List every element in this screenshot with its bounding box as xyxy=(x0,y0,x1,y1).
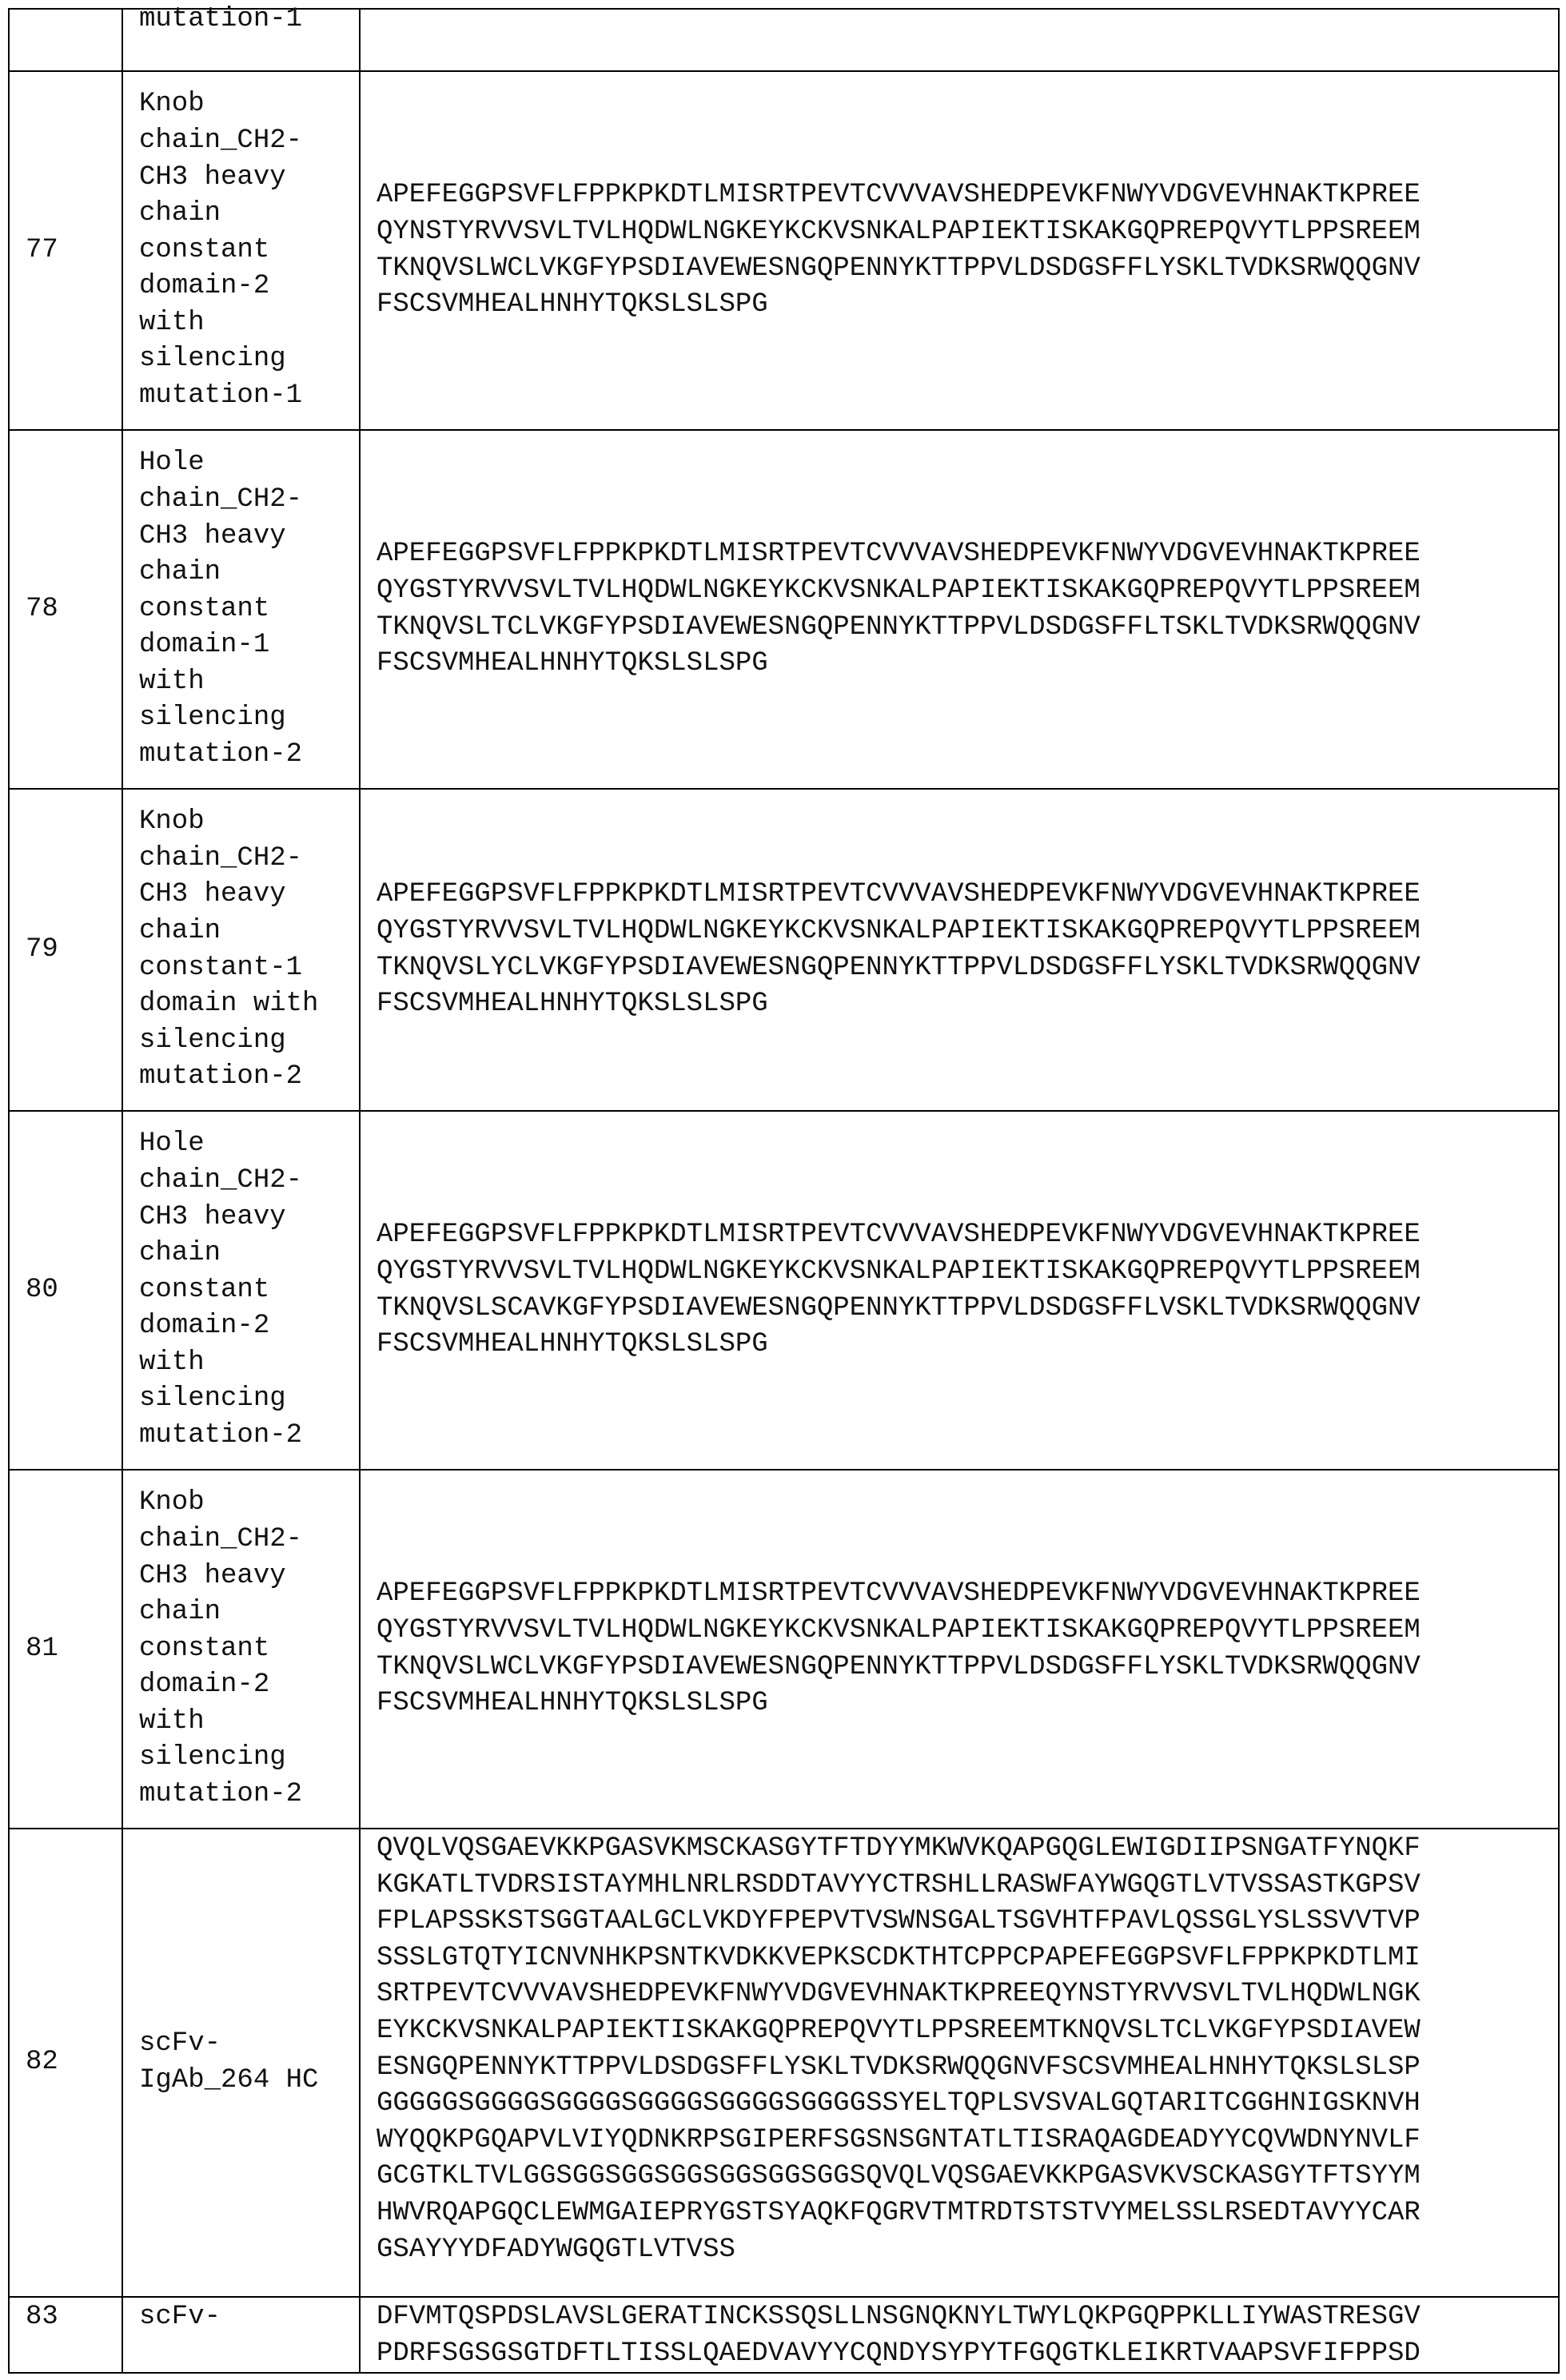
sequence-line: FSCSVMHEALHNHYTQKSLSLSPG xyxy=(377,1686,1550,1722)
description-line: CH3 heavy xyxy=(139,519,343,555)
sequence-line: APEFEGGPSVFLFPPKPKDTLMISRTPEVTCVVVAVSHEDPEVKFNWYVDGVEVHNAKTKPREE xyxy=(377,1576,1550,1613)
seq-id-cell: 80 xyxy=(9,1111,122,1470)
sequence-line: APEFEGGPSVFLFPPKPKDTLMISRTPEVTCVVVAVSHEDPEVKFNWYVDGVEVHNAKTKPREE xyxy=(377,536,1550,573)
description-line: Knob xyxy=(139,1485,343,1522)
sequence-line: ESNGQPENNYKTTPPVLDSDGSFFLYSKLTVDKSRWQQGNVFSCSVMHEALHNHYTQKSLSLSP xyxy=(377,2050,1550,2087)
description-line: domain-2 xyxy=(139,1667,343,1704)
sequence-line: APEFEGGPSVFLFPPKPKDTLMISRTPEVTCVVVAVSHEDPEVKFNWYVDGVEVHNAKTKPREE xyxy=(377,1217,1550,1254)
sequence-line: FPLAPSSKSTSGGTAALGCLVKDYFPEPVTVSWNSGALTSGVHTFPAVLQSSGLYSLSSVVTVP xyxy=(377,1904,1550,1940)
description-line: with xyxy=(139,664,343,701)
description-line: silencing xyxy=(139,1381,343,1418)
description-cell xyxy=(122,1470,360,1829)
description-line: silencing xyxy=(139,1023,343,1060)
sequence-cell xyxy=(360,1111,1559,1470)
sequence-cell xyxy=(360,2297,1559,2373)
description-line: chain_CH2- xyxy=(139,482,343,519)
table-row xyxy=(9,71,1559,430)
sequence-line: TKNQVSLTCLVKGFYPSDIAVEWESNGQPENNYKTTPPVLDSDGSFFLTSKLTVDKSRWQQGNV xyxy=(377,610,1550,647)
description-line: mutation-2 xyxy=(139,1059,343,1096)
description-line: chain_CH2- xyxy=(139,1163,343,1200)
description-line: chain xyxy=(139,913,343,950)
sequence-line: QYNSTYRVVSVLTVLHQDWLNGKEYKCKVSNKALPAPIEKTISKAKGQPREPQVYTLPPSREEM xyxy=(377,214,1550,251)
description-line: chain xyxy=(139,555,343,591)
sequence-line: EYKCKVSNKALPAPIEKTISKAKGQPREPQVYTLPPSREEMTKNQVSLTCLVKGFYPSDIAVEW xyxy=(377,2013,1550,2050)
sequence-line: TKNQVSLSCAVKGFYPSDIAVEWESNGQPENNYKTTPPVLDSDGSFFLVSKLTVDKSRWQQGNV xyxy=(377,1291,1550,1327)
description-line: chain_CH2- xyxy=(139,1522,343,1558)
seq-id-cell: 77 xyxy=(9,71,122,430)
sequence-cell xyxy=(360,1829,1559,2297)
seq-id-cell: 78 xyxy=(9,430,122,789)
description-line: chain xyxy=(139,1236,343,1272)
table-row xyxy=(9,789,1559,1111)
sequence-line: KGKATLTVDRSISTAYMHLNRLRSDDTAVYYCTRSHLLRASWFAYWGQGTLVTVSSASTKGPSV xyxy=(377,1868,1550,1904)
sequence-cell xyxy=(360,71,1559,430)
sequence-line: APEFEGGPSVFLFPPKPKDTLMISRTPEVTCVVVAVSHEDPEVKFNWYVDGVEVHNAKTKPREE xyxy=(377,877,1550,913)
description-line: silencing xyxy=(139,1740,343,1777)
sequence-line: SSSLGTQTYICNVNHKPSNTKVDKKVEPKSCDKTHTCPPCPAPEFEGGPSVFLFPPKPKDTLMI xyxy=(377,1940,1550,1977)
description-line: mutation-1 xyxy=(139,2,343,38)
sequence-line: QYGSTYRVVSVLTVLHQDWLNGKEYKCKVSNKALPAPIEKTISKAKGQPREPQVYTLPPSREEM xyxy=(377,1613,1550,1650)
description-line: domain with xyxy=(139,986,343,1023)
sequence-line: FSCSVMHEALHNHYTQKSLSLSPG xyxy=(377,287,1550,324)
table-row xyxy=(9,1470,1559,1829)
sequence-cell xyxy=(360,789,1559,1111)
sequence-line: FSCSVMHEALHNHYTQKSLSLSPG xyxy=(377,986,1550,1023)
description-line: chain_CH2- xyxy=(139,841,343,878)
description-line: CH3 heavy xyxy=(139,877,343,913)
sequence-line: GGGGGSGGGGSGGGGSGGGGSGGGGSGGGGSSYELTQPLSVSVALGQTARITCGGHNIGSKNVH xyxy=(377,2086,1550,2123)
sequence-line: GSAYYYDFADYWGQGTLVTVSS xyxy=(377,2232,1550,2269)
description-line: constant xyxy=(139,233,343,269)
seq-id-cell: 79 xyxy=(9,789,122,1111)
description-line: silencing xyxy=(139,341,343,378)
description-cell xyxy=(122,71,360,430)
description-cell xyxy=(122,2297,360,2373)
seq-id-cell xyxy=(9,9,122,71)
description-line: constant xyxy=(139,1272,343,1309)
description-cell xyxy=(122,789,360,1111)
description-line: Knob xyxy=(139,804,343,841)
sequence-line: DFVMTQSPDSLAVSLGERATINCKSSQSLLNSGNQKNYLTWYLQKPGQPPKLLIYWASTRESGV xyxy=(377,2299,1550,2336)
description-line: mutation-2 xyxy=(139,1418,343,1455)
description-line: chain xyxy=(139,1594,343,1631)
sequence-cell xyxy=(360,9,1559,71)
sequence-line: QYGSTYRVVSVLTVLHQDWLNGKEYKCKVSNKALPAPIEKTISKAKGQPREPQVYTLPPSREEM xyxy=(377,913,1550,950)
description-line: with xyxy=(139,1704,343,1741)
description-line: constant xyxy=(139,1631,343,1668)
description-cell xyxy=(122,430,360,789)
description-line: Hole xyxy=(139,445,343,482)
sequence-line: TKNQVSLWCLVKGFYPSDIAVEWESNGQPENNYKTTPPVLDSDGSFFLYSKLTVDKSRWQQGNV xyxy=(377,251,1550,288)
sequence-cell xyxy=(360,1470,1559,1829)
seq-id-cell: 82 xyxy=(9,1829,122,2297)
description-line: chain_CH2- xyxy=(139,123,343,160)
sequence-line: FSCSVMHEALHNHYTQKSLSLSPG xyxy=(377,1327,1550,1363)
description-line: silencing xyxy=(139,700,343,737)
sequence-line: GCGTKLTVLGGSGGSGGSGGSGGSGGSGGSQVQLVQSGAEVKKPGASVKVSCKASGYTFTSYYM xyxy=(377,2159,1550,2195)
sequence-cell xyxy=(360,430,1559,789)
description-line: CH3 heavy xyxy=(139,1200,343,1236)
table-row xyxy=(9,1829,1559,2297)
table-row xyxy=(9,430,1559,789)
description-cell xyxy=(122,9,360,71)
description-cell xyxy=(122,1829,360,2297)
sequence-line: WYQQKPGQAPVLVIYQDNKRPSGIPERFSGSNSGNTATLTISRAQAGDEADYYCQVWDNYNVLF xyxy=(377,2123,1550,2159)
description-cell xyxy=(122,1111,360,1470)
sequence-line: TKNQVSLWCLVKGFYPSDIAVEWESNGQPENNYKTTPPVLDSDGSFFLYSKLTVDKSRWQQGNV xyxy=(377,1650,1550,1686)
sequence-line: APEFEGGPSVFLFPPKPKDTLMISRTPEVTCVVVAVSHEDPEVKFNWYVDGVEVHNAKTKPREE xyxy=(377,177,1550,214)
description-line: domain-2 xyxy=(139,1308,343,1345)
table-row xyxy=(9,2297,1559,2373)
seq-id-cell: 81 xyxy=(9,1470,122,1829)
sequence-table xyxy=(8,8,1560,2374)
description-line: mutation-2 xyxy=(139,1777,343,1813)
description-line: scFv- xyxy=(139,2026,343,2063)
sequence-line: TKNQVSLYCLVKGFYPSDIAVEWESNGQPENNYKTTPPVLDSDGSFFLYSKLTVDKSRWQQGNV xyxy=(377,950,1550,987)
description-line: domain-1 xyxy=(139,627,343,664)
sequence-line: QVQLVQSGAEVKKPGASVKMSCKASGYTFTDYYMKWVKQAPGQGLEWIGDIIPSNGATFYNQKF xyxy=(377,1831,1550,1868)
description-line: Hole xyxy=(139,1126,343,1163)
description-line: chain xyxy=(139,196,343,233)
sequence-line: QYGSTYRVVSVLTVLHQDWLNGKEYKCKVSNKALPAPIEKTISKAKGQPREPQVYTLPPSREEM xyxy=(377,1254,1550,1291)
seq-id-cell: 83 xyxy=(9,2297,122,2373)
description-line: IgAb_264 HC xyxy=(139,2063,343,2099)
description-line: constant xyxy=(139,591,343,628)
description-line: CH3 heavy xyxy=(139,1558,343,1595)
description-line: with xyxy=(139,305,343,342)
description-line: mutation-2 xyxy=(139,737,343,774)
sequence-line: PDRFSGSGSGTDFTLTISSLQAEDVAVYYCQNDYSYPYTFGQGTKLEIKRTVAAPSVFIFPPSD xyxy=(377,2336,1550,2373)
table-row xyxy=(9,1111,1559,1470)
table-row xyxy=(9,9,1559,71)
sequence-line: HWVRQAPGQCLEWMGAIEPRYGSTSYAQKFQGRVTMTRDTSTSTVYMELSSLRSEDTAVYYCAR xyxy=(377,2195,1550,2232)
description-line: domain-2 xyxy=(139,269,343,305)
description-line: mutation-1 xyxy=(139,378,343,415)
description-line: Knob xyxy=(139,86,343,123)
description-line: scFv- xyxy=(139,2299,343,2336)
description-line: CH3 heavy xyxy=(139,160,343,197)
description-line: constant-1 xyxy=(139,950,343,987)
description-line: with xyxy=(139,1345,343,1382)
sequence-line: QYGSTYRVVSVLTVLHQDWLNGKEYKCKVSNKALPAPIEKTISKAKGQPREPQVYTLPPSREEM xyxy=(377,573,1550,610)
sequence-line: SRTPEVTCVVVAVSHEDPEVKFNWYVDGVEVHNAKTKPREEQYNSTYRVVSVLTVLHQDWLNGK xyxy=(377,1976,1550,2013)
sequence-line: FSCSVMHEALHNHYTQKSLSLSPG xyxy=(377,646,1550,683)
